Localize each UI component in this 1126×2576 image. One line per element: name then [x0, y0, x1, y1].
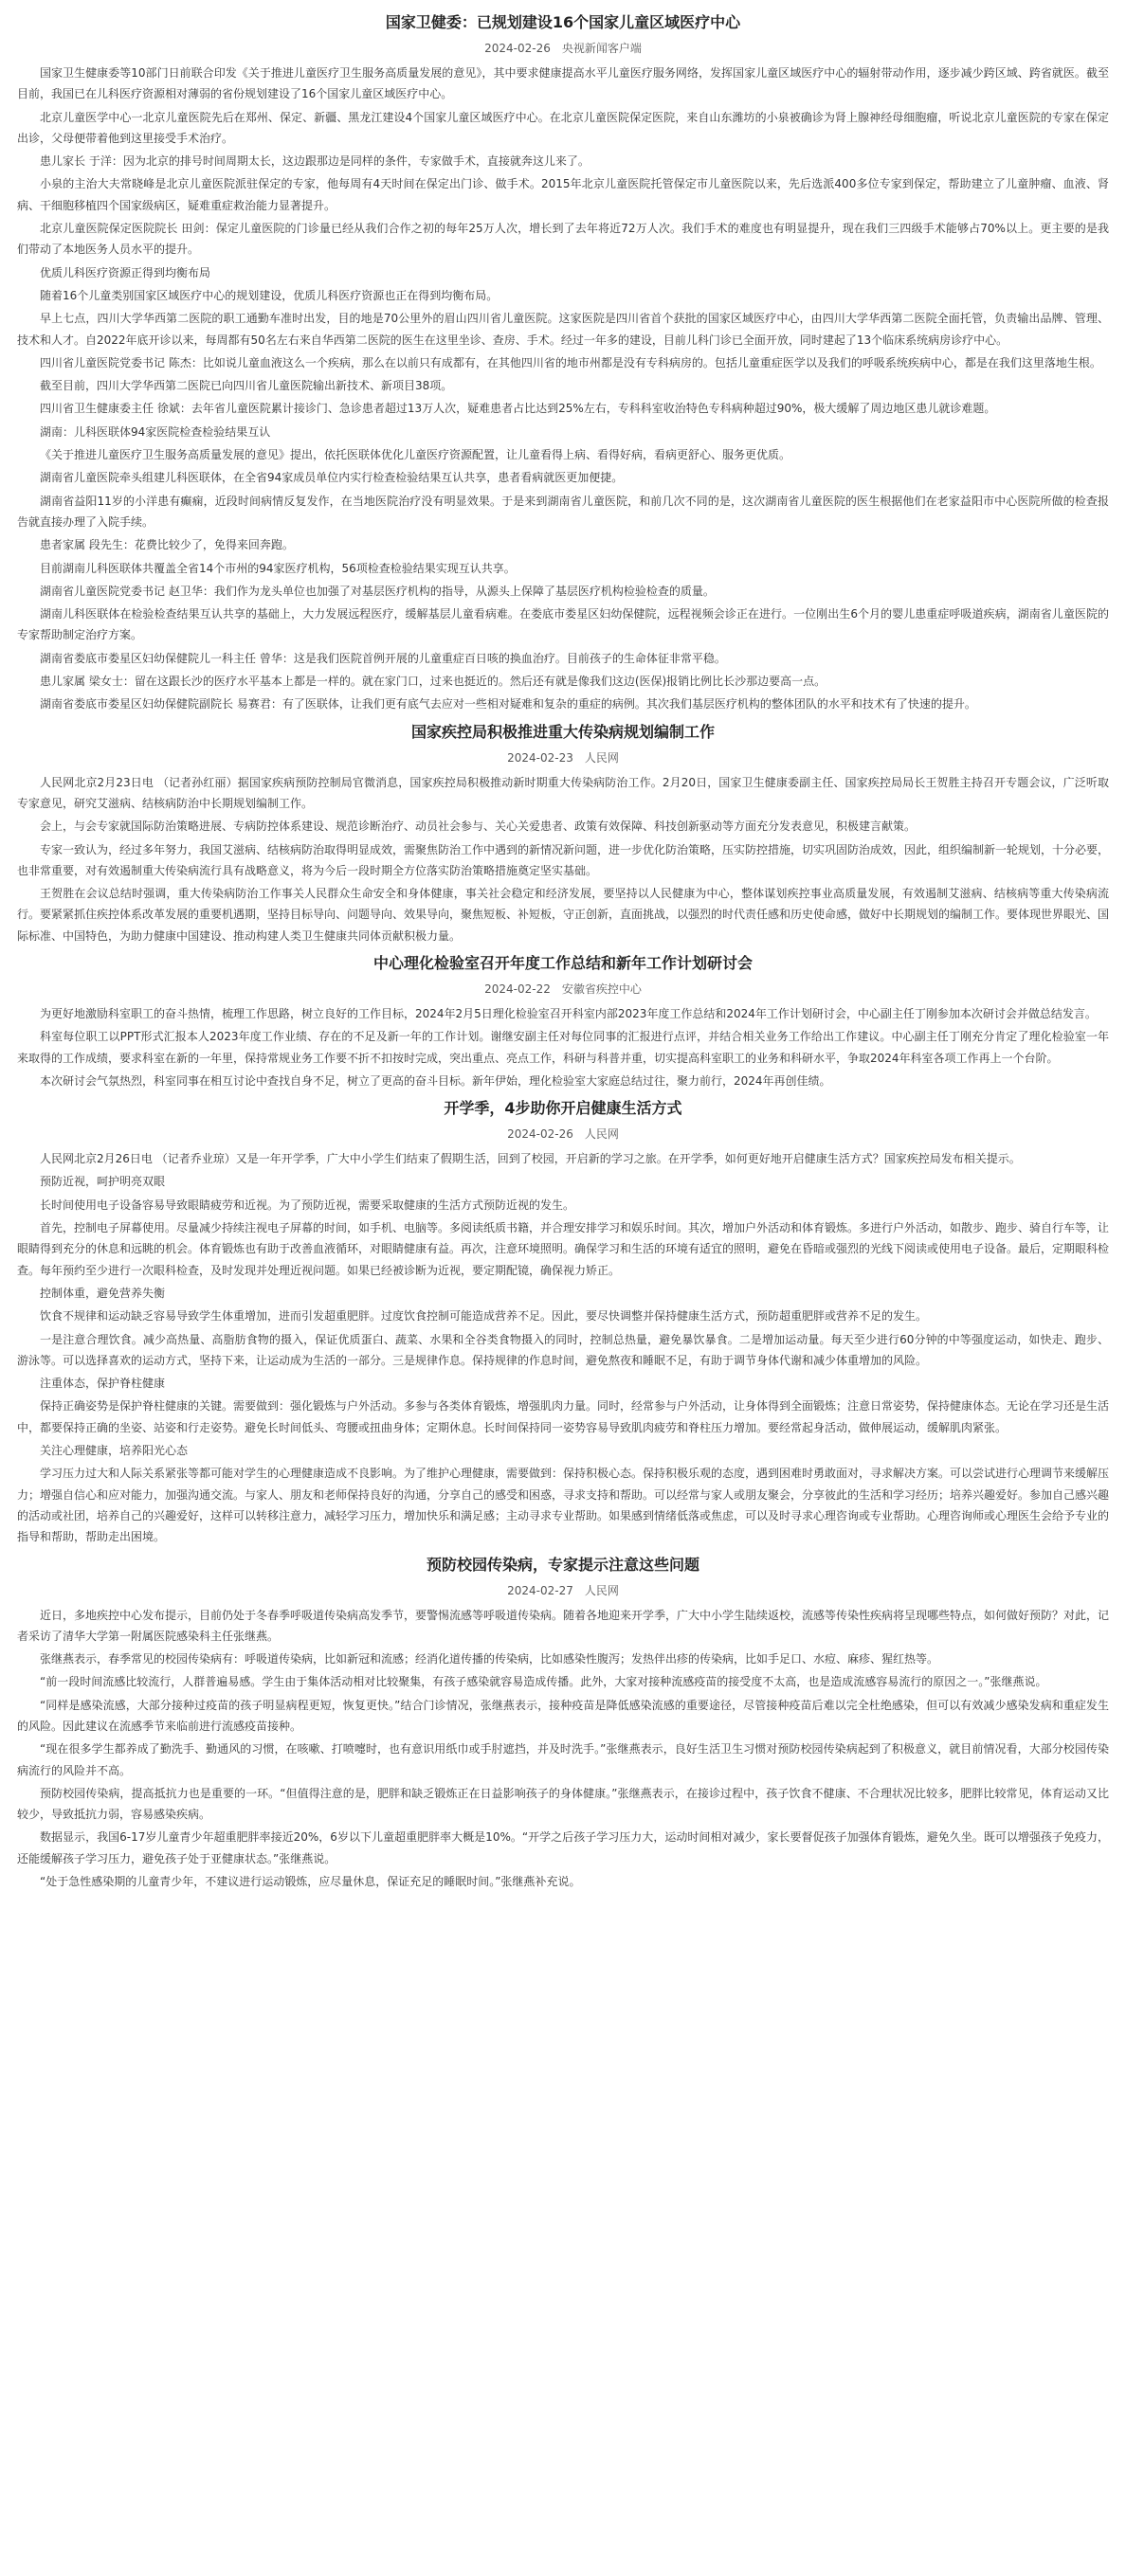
article-title: 中心理化检验室召开年度工作总结和新年工作计划研讨会 — [372, 953, 753, 972]
article-date: 2024-02-26 — [507, 1127, 573, 1142]
article-paragraph: “前一段时间流感比较流行，人群普遍易感。学生由于集体活动相对比较聚集，有孩子感染就容易造成传播。此外，大家对接种流感疫苗的接受度不太高，也是造成流感容易流行的原因之一。”张继燕说。 — [40, 1675, 1047, 1689]
article-paragraph: 湖南省娄底市娄星区妇幼保健院副院长 易赛君：有了医联体，让我们更有底气去应对一些相对疑难和复杂的重症的病例。其次我们基层医疗机构的整体团队的水平和技术有了快速的提升。 — [40, 697, 976, 712]
article-paragraph: 湖南省益阳11岁的小洋患有癫痫，近段时间病情反复发作，在当地医院治疗没有明显效果。于是来到湖南省儿童医院，和前几次不同的是，这次湖南省儿童医院的医生根据他们在老家益阳市中心医院所做的检查报告就直接办理了入院手续。 — [17, 494, 1109, 529]
article-paragraph: 截至目前，四川大学华西第二医院已向四川省儿童医院输出新技术、新项目38项。 — [40, 379, 453, 393]
article-paragraph: 《关于推进儿童医疗卫生服务高质量发展的意见》提出，依托医联体优化儿童医疗资源配置，让儿童看得上病、看得好病，看病更舒心、服务更优质。 — [40, 448, 791, 462]
article-paragraph: 北京儿童医院保定医院院长 田剑：保定儿童医院的门诊量已经从我们合作之初的每年25万人次，增长到了去年将近72万人次。我们手术的难度也有明显提升，现在我们三四级手术能够占70%以上。更主要的是我们带动了本地医务人员水平的提升。 — [17, 222, 1109, 257]
article-paragraph: 本次研讨会气氛热烈，科室同事在相互讨论中查找自身不足，树立了更高的奋斗目标。新年伊始，理化检验室大家庭总结过往，聚力前行，2024年再创佳绩。 — [40, 1073, 831, 1088]
article-paragraph: 四川省卫生健康委主任 徐斌：去年省儿童医院累计接诊门、急诊患者超过13万人次，疑难患者占比达到25%左右，专科科室收治特色专科病种超过90%，极大缓解了周边地区患儿就诊难题。 — [40, 402, 996, 416]
article-date: 2024-02-26 — [484, 42, 551, 55]
article-meta — [17, 38, 1109, 59]
article-paragraph: 张继燕表示，春季常见的校园传染病有：呼吸道传染病，比如新冠和流感；经消化道传播的传染病，比如感染性腹泻；发热伴出疹的传染病，比如手足口、水痘、麻疹、猩红热等。 — [40, 1652, 939, 1666]
article-source: 人民网 — [584, 1583, 619, 1597]
article-paragraph: 王贺胜在会议总结时强调，重大传染病防治工作事关人民群众生命安全和身体健康，事关社会稳定和经济发展，要坚持以人民健康为中心，整体谋划疾控事业高质量发展，有效遏制艾滋病、结核病等重大传染病流行。要紧紧抓住疾控体系改革发展的重要机遇期，坚持目标导向、问题导向、效果导向，聚焦短板、补短板，守正创新，直面挑战，以强烈的时代责任感和历史使命感，做好中长期规划的编制工作。要体现世界眼光、国际标准、中国特色，为助力健康中国建设、推动构建人类卫生健康共同体贡献积极力量。 — [17, 887, 1110, 943]
article-paragraph: 人民网北京2月26日电 （记者乔业琼）又是一年开学季，广大中小学生们结束了假期生活，回到了校园，开启新的学习之旅。在开学季，如何更好地开启健康生活方式？国家疾控局发布相关提示。 — [40, 1152, 1021, 1166]
article-paragraph: 关注心理健康，培养阳光心态 — [40, 1444, 189, 1458]
article-paragraph: 目前湖南儿科医联体共覆盖全省14个市州的94家医疗机构，56项检查检验结果实现互认共享。 — [40, 561, 516, 575]
article-paragraph: 优质儿科医疗资源正得到均衡布局 — [40, 265, 211, 279]
article-paragraph: 为更好地激励科室职工的奋斗热情，梳理工作思路，树立良好的工作目标，2024年2月5日理化检验室召开科室内部2023年度工作总结和2024年工作计划研讨会，中心副主任丁刚参加本次研讨会并做总结发言。 — [40, 1006, 1097, 1020]
article-paragraph: “现在很多学生都养成了勤洗手、勤通风的习惯，在咳嗽、打喷嚏时，也有意识用纸巾或手肘遮挡，并及时洗手。”张继燕表示，良好生活卫生习惯对预防校园传染病起到了积极意义，就目前情况看，大部分校园传染病流行的风险并不高。 — [17, 1742, 1109, 1777]
article-paragraph: 随着16个儿童类别国家区域医疗中心的规划建设，优质儿科医疗资源也正在得到均衡布局。 — [40, 288, 499, 302]
news-article — [17, 9, 1109, 715]
article-source: 安徽省疾控中心 — [561, 982, 642, 996]
article-title: 国家疾控局积极推进重大传染病规划编制工作 — [410, 722, 715, 741]
article-paragraph: 长时间使用电子设备容易导致眼睛疲劳和近视。为了预防近视，需要采取健康的生活方式预防近视的发生。 — [40, 1198, 575, 1212]
article-paragraph: “同样是感染流感，大部分接种过疫苗的孩子明显病程更短，恢复更快。”结合门诊情况，张继燕表示，接种疫苗是降低感染流感的重要途径，尽管接种疫苗后难以完全杜绝感染，但可以有效减少感染发病和重症发生的风险。因此建议在流感季节来临前进行流感疫苗接种。 — [17, 1698, 1109, 1733]
article-meta — [17, 979, 1109, 1000]
article-paragraph: 近日，多地疾控中心发布提示，目前仍处于冬春季呼吸道传染病高发季节，要警惕流感等呼吸道传染病。随着各地迎来开学季，广大中小学生陆续返校，流感等传染性疾病将呈现哪些特点，如何做好预防？对此，记者采访了清华大学第一附属医院感染科主任张继燕。 — [17, 1608, 1110, 1643]
article-paragraph: 学习压力过大和人际关系紧张等都可能对学生的心理健康造成不良影响。为了维护心理健康，需要做到：保持积极心态。保持积极乐观的态度，遇到困难时勇敢面对，寻求解决方案。可以尝试进行心理调节来缓解压力；增强自信心和应对能力，加强沟通交流。与家人、朋友和老师保持良好的沟通，分享自己的感受和困惑，寻求支持和帮助。可以经常与家人或朋友聚会，分享彼此的生活和学习经历；培养兴趣爱好。参加自己感兴趣的活动或社团，培养自己的兴趣爱好，这样可以转移注意力，减轻学习压力，增加快乐和满足感；主动寻求专业帮助。如果感到情绪低落或焦虑，可以及时寻求心理咨询或专业帮助。心理咨询师或心理医生会给予专业的指导和帮助，帮助走出困境。 — [17, 1467, 1110, 1544]
article-paragraph: 注重体态，保护脊柱健康 — [40, 1377, 166, 1391]
article-paragraph: 控制体重，避免营养失衡 — [40, 1286, 166, 1300]
document-body — [17, 0, 1109, 1892]
article-paragraph: 数据显示，我国6-17岁儿童青少年超重肥胖率接近20%，6岁以下儿童超重肥胖率大概是10%。“开学之后孩子学习压力大，运动时间相对减少，家长要督促孩子加强体育锻炼，避免久坐。既可以增强孩子免疫力，还能缓解孩子学习压力，避免孩子处于亚健康状态。”张继燕说。 — [17, 1830, 1109, 1865]
article-paragraph: 湖南儿科医联体在检验检查结果互认共享的基础上，大力发展远程医疗，缓解基层儿童看病难。在娄底市娄星区妇幼保健院，远程视频会诊正在进行。一位刚出生6个月的婴儿患重症呼吸道疾病，湖南省儿童医院的专家帮助制定治疗方案。 — [17, 607, 1109, 642]
article-date: 2024-02-27 — [507, 1583, 573, 1597]
article-paragraph: 四川省儿童医院党委书记 陈杰：比如说儿童血液这么一个疾病，那么在以前只有成都有，在其他四川省的地市州都是没有专科病房的。包括儿童重症医学以及我们的呼吸系统疾病中心，都是在我们这里落地生根。 — [40, 355, 1101, 369]
article-paragraph: 国家卫生健康委等10部门日前联合印发《关于推进儿童医疗卫生服务高质量发展的意见》，其中要求健康提高水平儿童医疗服务网络，发挥国家儿童区域医疗中心的辐射带动作用，逐步减少跨区域、跨省就医。截至目前，我国已在儿科医疗资源相对薄弱的省份规划建设了16个国家儿童区域医疗中心。 — [17, 66, 1109, 101]
article-paragraph: 会上，与会专家就国际防治策略进展、专病防控体系建设、规范诊断治疗、动员社会参与、关心关爱患者、政策有效保障、科技创新驱动等方面充分发表意见，积极建言献策。 — [40, 820, 917, 834]
article-source: 人民网 — [584, 750, 619, 765]
article-paragraph: 首先，控制电子屏幕使用。尽量减少持续注视电子屏幕的时间，如手机、电脑等。多阅读纸质书籍，并合理安排学习和娱乐时间。其次，增加户外活动和体育锻炼。多进行户外活动，如散步、跑步、骑自行车等，让眼睛得到充分的休息和远眺的机会。体育锻炼也有助于改善血液循环，对眼睛健康有益。再次，注意环境照明。确保学习和生活的环境有适宜的照明，避免在昏暗或强烈的光线下阅读或使用电子设备。最后，定期眼科检查。每年预约至少进行一次眼科检查，及时发现并处理近视问题。如果已经被诊断为近视，要定期配镜，确保视力矫正。 — [17, 1221, 1110, 1277]
article-title: 预防校园传染病，专家提示注意这些问题 — [426, 1555, 699, 1574]
article-title: 国家卫健委：已规划建设16个国家儿童区域医疗中心 — [385, 13, 741, 31]
article-date: 2024-02-22 — [484, 982, 551, 996]
article-source: 人民网 — [584, 1127, 619, 1142]
article-paragraph: 湖南省娄底市娄星区妇幼保健院儿一科主任 曾华：这是我们医院首例开展的儿童重症百日咳的换血治疗。目前孩子的生命体征非常平稳。 — [40, 651, 726, 665]
article-paragraph: 患儿家长 于洋：因为北京的排号时间周期太长，这边跟那边是同样的条件，专家做手术，直接就奔这儿来了。 — [40, 154, 590, 169]
article-paragraph: 一是注意合理饮食。减少高热量、高脂肪食物的摄入，保证优质蛋白、蔬菜、水果和全谷类食物摄入的同时，控制总热量，避免暴饮暴食。二是增加运动量。每天至少进行60分钟的中等强度运动，如快走、跑步、游泳等。可以选择喜欢的运动方式，坚持下来，让运动成为生活的一部分。三是规律作息。保持规律的作息时间，避免熬夜和睡眠不足，有助于调节身体代谢和减少体重增加的风险。 — [17, 1332, 1109, 1367]
article-paragraph: 科室每位职工以PPT形式汇报本人2023年度工作业绩、存在的不足及新一年的工作计划。谢继安副主任对每位同事的汇报进行点评，并结合相关业务工作给出工作建议。中心副主任丁刚充分肯定了理化检验室一年来取得的工作成绩，要求科室在新的一年里，保持常规业务工作要不折不扣按时完成，突出重点、亮点工作，科研与科普并重，切实提高科室职工的业务和科研水平，争取2024年科室各项工作再上一个台阶。 — [17, 1030, 1109, 1065]
article-paragraph: 早上七点，四川大学华西第二医院的职工通勤车准时出发，目的地是70公里外的眉山四川省儿童医院。这家医院是四川省首个获批的国家区域医疗中心，由四川大学华西第二医院全面托管，负责输出品牌、管理、技术和人才。自2022年底开诊以来，每周都有50名左右来自华西第二医院的医生在这里坐诊、查房、手术。经过一年多的建设，目前儿科门诊已全面开放，同时建起了13个临床系统病房诊疗中心。 — [17, 312, 1109, 347]
article-paragraph: 患者家属 段先生：花费比较少了，免得来回奔跑。 — [40, 538, 294, 552]
article-paragraph: 小泉的主治大夫常晓峰是北京儿童医院派驻保定的专家，他每周有4天时间在保定出门诊、做手术。2015年北京儿童医院托管保定市儿童医院以来，先后选派400多位专家到保定，帮助建立了儿童肿瘤、血液、肾病、干细胞移植四个国家级病区，疑难重症救治能力显著提升。 — [17, 177, 1109, 212]
article-paragraph: 饮食不规律和运动缺乏容易导致学生体重增加，进而引发超重肥胖。过度饮食控制可能造成营养不足。因此，要尽快调整并保持健康生活方式，预防超重肥胖或营养不足的发生。 — [40, 1309, 928, 1324]
news-article — [17, 1095, 1109, 1547]
article-paragraph: 预防近视，呵护明亮双眼 — [40, 1175, 166, 1189]
news-article — [17, 719, 1109, 946]
news-article — [17, 1552, 1109, 1893]
article-date: 2024-02-23 — [507, 750, 573, 765]
article-paragraph: 预防校园传染病，提高抵抗力也是重要的一环。“但值得注意的是，肥胖和缺乏锻炼正在日益影响孩子的身体健康。”张继燕表示，在接诊过程中，孩子饮食不健康、不合理状况比较多，肥胖比较常见，体育运动又比较少，导致抵抗力弱，容易感染疾病。 — [17, 1786, 1109, 1822]
article-meta — [17, 1580, 1109, 1601]
article-source: 央视新闻客户端 — [561, 42, 642, 55]
article-title: 开学季，4步助你开启健康生活方式 — [444, 1099, 682, 1118]
article-paragraph: 北京儿童医学中心一北京儿童医院先后在郑州、保定、新疆、黑龙江建设4个国家儿童区域医疗中心。在北京儿童医院保定医院，来自山东潍坊的小泉被确诊为肾上腺神经母细胞瘤，听说北京儿童医院的专家在保定出诊，父母便带着他到这里接受手术治疗。 — [17, 110, 1109, 145]
article-paragraph: 保持正确姿势是保护脊柱健康的关键。需要做到：强化锻炼与户外活动。多参与各类体育锻炼，增强肌肉力量。同时，经常参与户外活动，让身体得到全面锻炼；注意日常姿势，保持健康体态。无论在学习还是生活中，都要保持正确的坐姿、站姿和行走姿势。避免长时间低头、弯腰或扭曲身体；定期休息。长时间保持同一姿势容易导致肌肉疲劳和脊柱压力增加。要经常起身活动，做伸展运动，缓解肌肉紧张。 — [17, 1399, 1110, 1434]
article-paragraph: 患儿家属 梁女士：留在这跟长沙的医疗水平基本上都是一样的。就在家门口，过来也挺近的。然后还有就是像我们这边(医保)报销比例比长沙那边要高一点。 — [40, 675, 826, 689]
article-paragraph: “处于急性感染期的儿童青少年，不建议进行运动锻炼，应尽量休息，保证充足的睡眠时间。”张继燕补充说。 — [40, 1875, 581, 1889]
article-paragraph: 专家一致认为，经过多年努力，我国艾滋病、结核病防治取得明显成效，需聚焦防治工作中遇到的新情况新问题，进一步优化防治策略，压实防控措施，切实巩固防治成效，因此，组织编制新一轮规划，十分必要，也非常重要，对有效遏制重大传染病流行具有战略意义，将为今后一段时期全方位落实防治策略措施奠定坚实基础。 — [17, 842, 1110, 877]
article-paragraph: 湖南：儿科医联体94家医院检查检验结果互认 — [40, 424, 271, 439]
article-paragraph: 人民网北京2月23日电 （记者孙红丽）据国家疾病预防控制局官微消息，国家疾控局积极推动新时期重大传染病防治工作。2月20日，国家卫生健康委副主任、国家疾控局局长王贺胜主持召开专题会议，广泛听取专家意见，研究艾滋病、结核病防治中长期规划编制工作。 — [17, 775, 1109, 810]
article-meta — [17, 748, 1109, 768]
article-meta — [17, 1124, 1109, 1144]
article-paragraph: 湖南省儿童医院牵头组建儿科医联体，在全省94家成员单位内实行检查检验结果互认共享，患者看病就医更加便捷。 — [40, 471, 624, 485]
news-article — [17, 950, 1109, 1091]
article-paragraph: 湖南省儿童医院党委书记 赵卫华：我们作为龙头单位也加强了对基层医疗机构的指导，从源头上保障了基层医疗机构检验检查的质量。 — [40, 584, 715, 598]
